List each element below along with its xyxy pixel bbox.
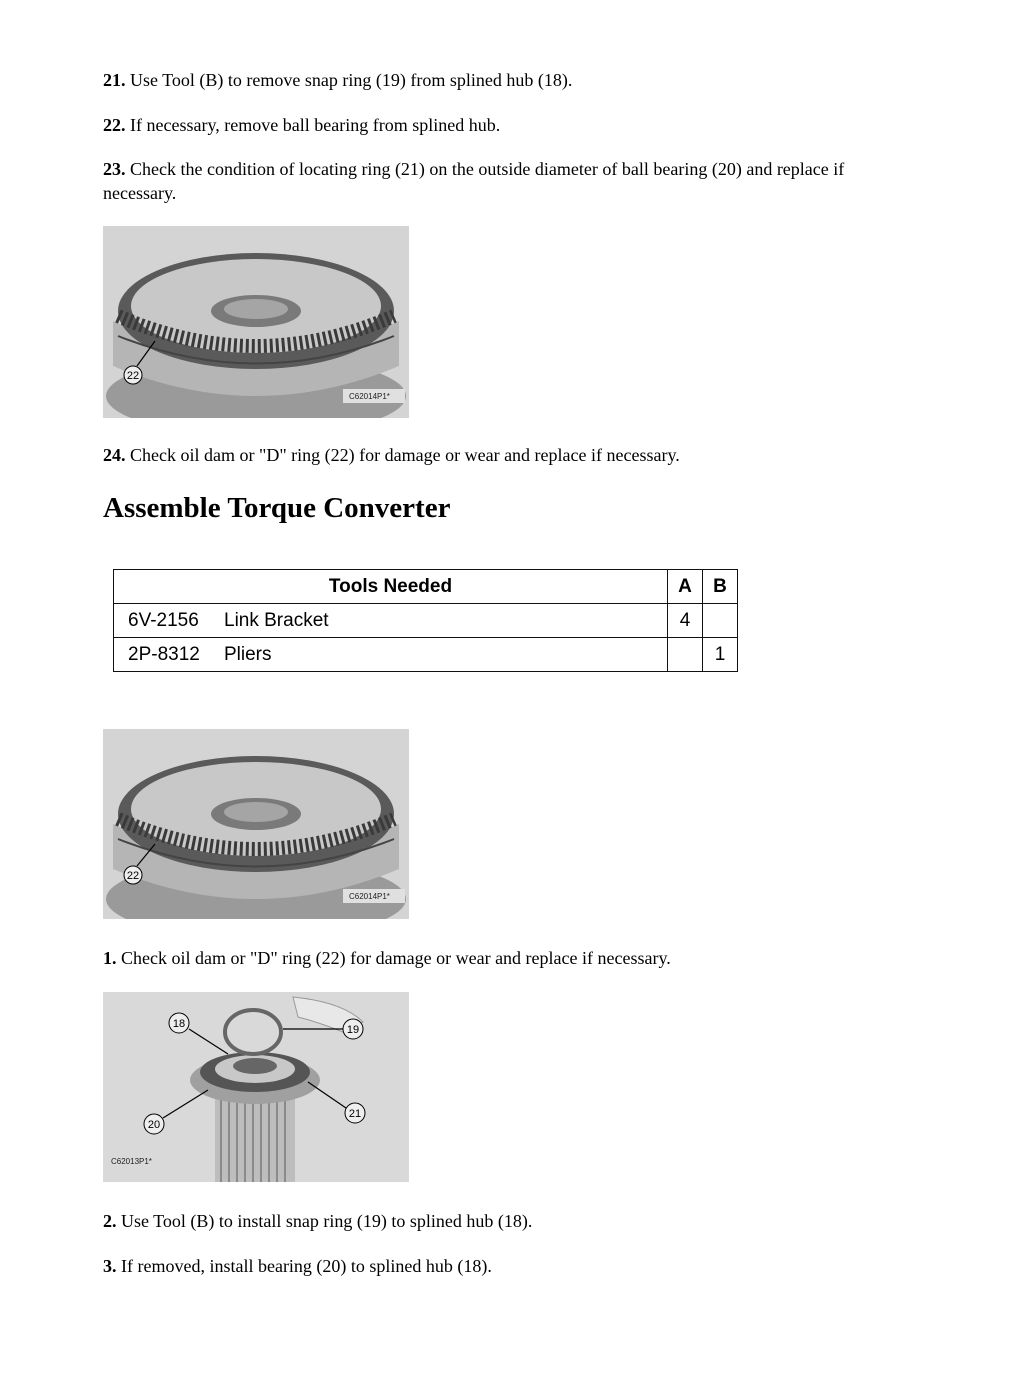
step-3 — [103, 1254, 903, 1278]
qty-a — [668, 638, 703, 672]
step-number: 22. — [103, 115, 126, 135]
step-22 — [103, 113, 903, 137]
callout-22: 22 — [126, 370, 140, 382]
step-text: Check oil dam or "D" ring (22) for damage or wear and replace if necessary. — [130, 445, 680, 465]
qty-a: 4 — [668, 604, 703, 638]
callout-21: 21 — [348, 1108, 362, 1120]
photo-code: C62014P1* — [349, 892, 390, 901]
qty-b: 1 — [703, 638, 738, 672]
step-number: 24. — [103, 445, 126, 465]
qty-b — [703, 604, 738, 638]
step-text: Check oil dam or "D" ring (22) for damage or wear and replace if necessary. — [121, 948, 671, 968]
tools-needed-table — [113, 569, 738, 675]
tool-cell — [114, 638, 668, 672]
photo-code: C62014P1* — [349, 392, 390, 401]
column-b-header: B — [703, 570, 738, 604]
step-23 — [103, 157, 903, 205]
ring-gear-photo-2 — [103, 729, 409, 919]
ring-gear-photo — [103, 226, 409, 418]
step-text: If removed, install bearing (20) to splined hub (18). — [121, 1256, 492, 1276]
step-text: Use Tool (B) to remove snap ring (19) from splined hub (18). — [130, 70, 573, 90]
splined-hub-photo — [103, 992, 409, 1182]
tool-name: Pliers — [224, 643, 272, 665]
step-text: Use Tool (B) to install snap ring (19) to splined hub (18). — [121, 1211, 533, 1231]
photo-code: C62013P1* — [111, 1157, 152, 1166]
step-number: 1. — [103, 948, 117, 968]
table-row — [114, 604, 738, 638]
callout-18: 18 — [172, 1018, 186, 1030]
callout-20: 20 — [147, 1119, 161, 1131]
step-number: 3. — [103, 1256, 117, 1276]
table-header-row — [114, 570, 738, 604]
tool-name: Link Bracket — [224, 609, 329, 631]
step-text: Check the condition of locating ring (21) on the outside diameter of ball bearing (20) and replace if necessary. — [103, 159, 845, 203]
tools-needed-header: Tools Needed — [114, 570, 668, 604]
step-2 — [103, 1209, 903, 1233]
callout-22: 22 — [126, 870, 140, 882]
table-row — [114, 638, 738, 672]
column-a-header: A — [668, 570, 703, 604]
tool-cell — [114, 604, 668, 638]
step-number: 21. — [103, 70, 126, 90]
part-number: 6V-2156 — [128, 609, 199, 631]
step-24 — [103, 443, 903, 467]
step-text: If necessary, remove ball bearing from splined hub. — [130, 115, 501, 135]
step-number: 2. — [103, 1211, 117, 1231]
step-21 — [103, 68, 903, 92]
callout-19: 19 — [346, 1024, 360, 1036]
section-heading: Assemble Torque Converter — [103, 492, 451, 524]
step-number: 23. — [103, 159, 126, 179]
step-1 — [103, 946, 903, 970]
part-number: 2P-8312 — [128, 643, 200, 665]
